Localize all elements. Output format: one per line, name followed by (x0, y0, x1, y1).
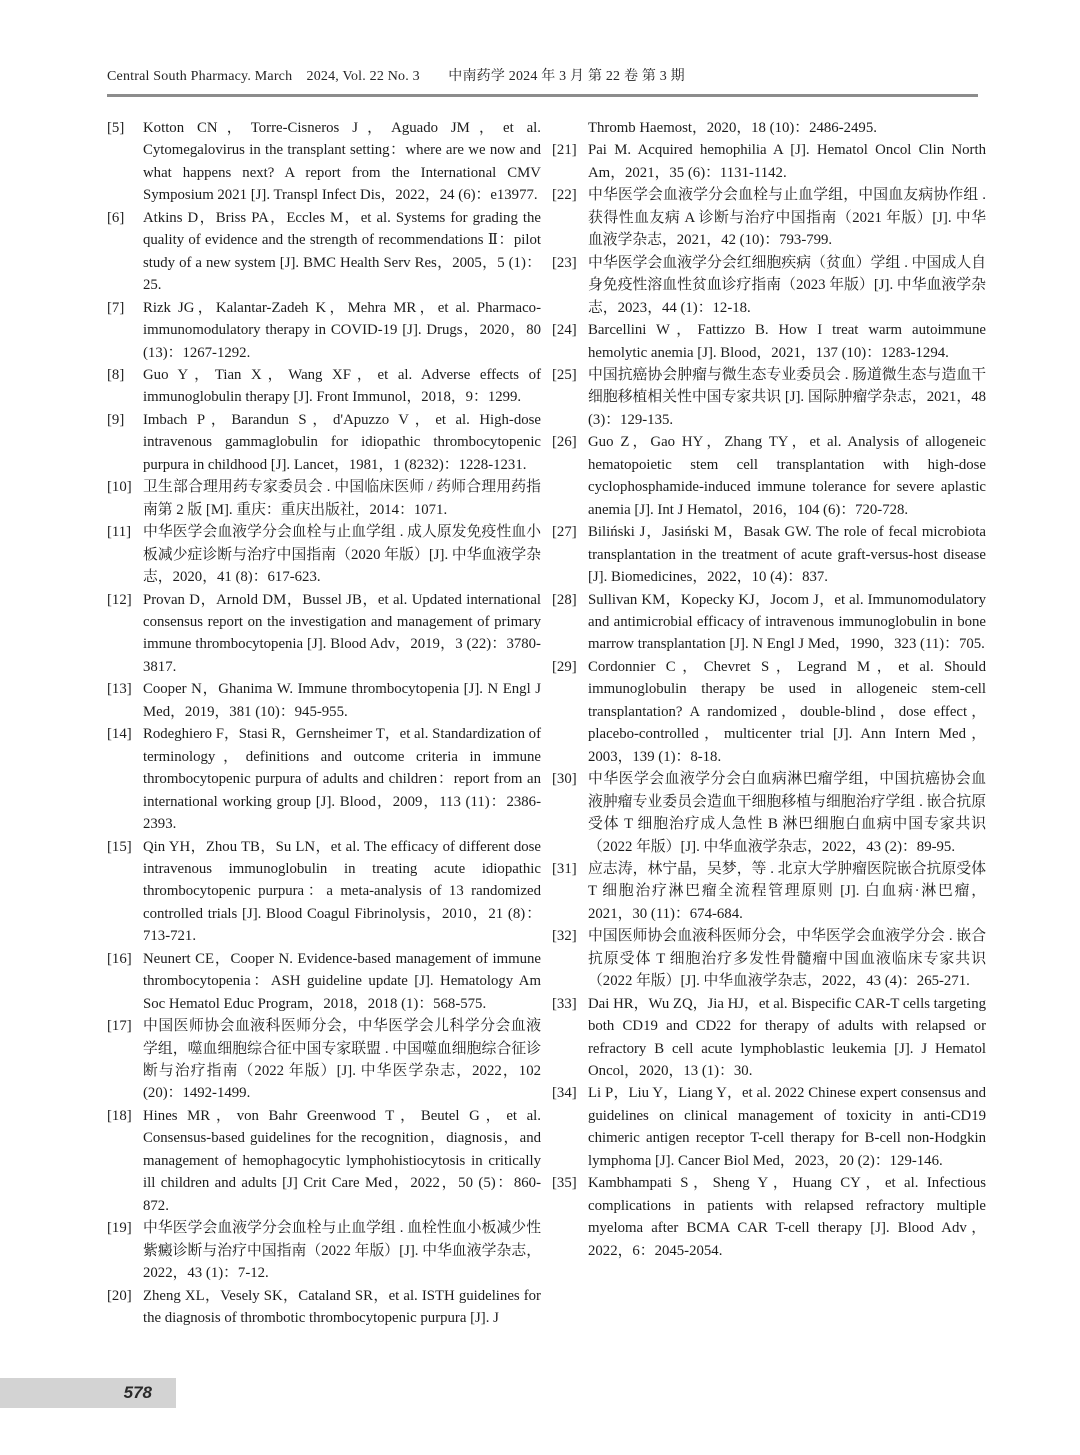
reference-text: 中国医师协会血液科医师分会，中华医学会儿科学分会血液学组，噬血细胞综合征中国专家联盟 . 中国噬血细胞综合征诊断与治疗指南（2022 年版）[J]. 中华医学杂志，2022，102 (20)：1492-1499. (143, 1018, 541, 1102)
reference-text: 中华医学会血液学分会血栓与止血学组，中国血友病协作组 . 获得性血友病 A 诊断与治疗中国指南（2021 年版）[J]. 中华血液学杂志，2021，42 (10)：793-799. (588, 187, 986, 249)
reference-item (552, 858, 986, 925)
reference-text: Li P，Liu Y，Liang Y，et al. 2022 Chinese expert consensus and guidelines on clinical management of toxicity in anti-CD19 chimeric antigen receptor T-cell therapy for B-cell non-Hodgkin lymphoma [J]. Cancer Biol Med，2023，20 (2)：129-146. (588, 1085, 986, 1169)
reference-text: Cordonnier C，Chevret S，Legrand M，et al. Should immunoglobulin therapy be used in allogeneic stem-cell transplantation? A randomized，double-blind，dose effect，placebo-controlled，multicenter trial [J]. Ann Intern Med，2003，139 (1)：8-18. (588, 658, 986, 765)
reference-text: Kambhampati S，Sheng Y，Huang CY，et al. Infectious complications in patients with relapsed refractory multiple myeloma after BCMA CAR T-cell therapy [J]. Blood Adv，2022，6：2045-2054. (588, 1175, 986, 1259)
reference-item (107, 723, 541, 835)
reference-number: [9] (107, 411, 125, 428)
reference-text: 中国抗癌协会肿瘤与微生态专业委员会 . 肠道微生态与造血干细胞移植相关性中国专家共识 [J]. 国际肿瘤学杂志，2021，48 (3)：129-135. (588, 366, 986, 428)
reference-text: 中华医学会血液学分会血栓与止血学组 . 成人原发免疫性血小板减少症诊断与治疗中国指南（2020 年版）[J]. 中华血液学杂志，2020，41 (8)：617-623. (143, 524, 541, 586)
reference-item (107, 364, 541, 409)
reference-number: [34] (552, 1085, 577, 1102)
reference-number: [22] (552, 187, 577, 204)
reference-text: Hines MR，von Bahr Greenwood T，Beutel G，et al. Consensus-based guidelines for the recognition，diagnosis，and management of hemophagocytic lymphohistiocytosis in critically ill children and adults [J] Crit Care Med，2022，50 (5)：860-872. (143, 1107, 541, 1214)
reference-text: 中国医师协会血液科医师分会，中华医学会血液学分会 . 嵌合抗原受体 T 细胞治疗多发性骨髓瘤中国血液临床专家共识（2022 年版）[J]. 中华血液学杂志，2022，43 (4)：265-271. (588, 928, 986, 990)
reference-item (107, 476, 541, 521)
reference-text: Rizk JG，Kalantar-Zadeh K，Mehra MR，et al. Pharmaco-immunomodulatory therapy in COVID-19 [J]. Drugs，2020，80 (13)：1267-1292. (143, 299, 541, 361)
reference-number: [25] (552, 366, 577, 383)
reference-number: [10] (107, 479, 132, 496)
reference-item (552, 364, 986, 431)
page-number-box (0, 1378, 176, 1408)
reference-text: Dai HR，Wu ZQ，Jia HJ，et al. Bispecific CAR-T cells targeting both CD19 and CD22 for therapy of adults with relapsed or refractory B cell acute lymphoblastic leukemia [J]. J Hematol Oncol，2020，13 (1)：30. (588, 995, 986, 1080)
reference-text: Kotton CN，Torre-Cisneros J，Aguado JM，et al. Cytomegalovirus in the transplant setting：where are we now and what happens next? A report from the International CMV Symposium 2021 [J]. Transpl Infect Dis，2022，24 (6)：e13977. (143, 120, 541, 204)
reference-item (107, 297, 541, 364)
reference-number: [15] (107, 838, 132, 855)
reference-text: Barcellini W，Fattizzo B. How I treat warm autoimmune hemolytic anemia [J]. Blood，2021，137 (10)：1283-1294. (588, 322, 986, 361)
header-divider (107, 94, 978, 97)
reference-item (552, 521, 986, 588)
reference-item (552, 768, 986, 858)
reference-text: Guo Y，Tian X，Wang XF，et al. Adverse effects of immunoglobulin therapy [J]. Front Immunol，2018，9：1299. (143, 366, 541, 406)
reference-number: [19] (107, 1220, 132, 1237)
reference-item (107, 1105, 541, 1217)
reference-text: Provan D，Arnold DM，Bussel JB，et al. Updated international consensus report on the investigation and management of primary immune thrombocytopenia [J]. Blood Adv，2019，3 (22)：3780-3817. (143, 591, 541, 675)
reference-text: 中华医学会血液学分会红细胞疾病（贫血）学组 . 中国成人自身免疫性溶血性贫血诊疗指南（2023 年版）[J]. 中华血液学杂志，2023，44 (1)：12-18. (588, 254, 986, 316)
reference-number: [11] (107, 524, 132, 541)
reference-item (552, 993, 986, 1083)
reference-number: [17] (107, 1018, 132, 1035)
reference-number: [24] (552, 322, 577, 339)
reference-text: Sullivan KM，Kopecky KJ，Jocom J，et al. Immunomodulatory and antimicrobial efficacy of intravenous immunoglobulin in bone marrow transplantation [J]. N Engl J Med，1990，323 (11)：705. (588, 591, 986, 653)
reference-item (552, 1082, 986, 1172)
reference-number: [31] (552, 860, 577, 877)
reference-text: Cooper N，Ghanima W. Immune thrombocytopenia [J]. N Engl J Med，2019，381 (10)：945-955. (143, 681, 541, 720)
reference-text: Rodeghiero F，Stasi R，Gernsheimer T，et al. Standardization of terminology，definitions and outcome criteria in immune thrombocytopenic purpura of adults and children：report from an international working group [J]. Blood，2009，113 (11)：2386-2393. (143, 726, 541, 833)
reference-number: [5] (107, 120, 125, 136)
reference-item (107, 207, 541, 297)
reference-item (552, 589, 986, 656)
reference-text: Thromb Haemost，2020，18 (10)：2486-2495. (588, 120, 877, 136)
reference-item (107, 1015, 541, 1105)
reference-number: [12] (107, 591, 132, 608)
journal-header: Central South Pharmacy. March 2024, Vol. 22 No. 3 中南药学 2024 年 3 月 第 22 卷 第 3 期 (107, 69, 685, 84)
reference-item (107, 678, 541, 723)
reference-text: Imbach P，Barandun S，d'Apuzzo V，et al. High-dose intravenous gammaglobulin for idiopathic thrombocytopenic purpura in childhood [J]. Lancet，1981，1 (8232)：1228-1231. (143, 411, 541, 473)
reference-item (107, 1217, 541, 1284)
reference-number: [21] (552, 142, 577, 159)
reference-item (107, 1285, 541, 1330)
reference-item (107, 836, 541, 948)
reference-number: [30] (552, 771, 577, 788)
reference-text: Zheng XL，Vesely SK，Cataland SR，et al. ISTH guidelines for the diagnosis of thrombotic thrombocytopenic purpura [J]. J (143, 1287, 541, 1327)
reference-number: [18] (107, 1107, 132, 1124)
reference-number: [27] (552, 524, 577, 541)
reference-number: [28] (552, 591, 577, 608)
reference-number: [6] (107, 209, 125, 226)
reference-item (552, 925, 986, 992)
reference-text: 中华医学会血液学分会血栓与止血学组 . 血栓性血小板减少性紫癜诊断与治疗中国指南（2022 年版）[J]. 中华血液学杂志，2022，43 (1)：7-12. (143, 1220, 541, 1282)
reference-text: Qin YH，Zhou TB，Su LN，et al. The efficacy of different dose intravenous immunoglobulin in treating acute idiopathic thrombocytopenic purpura：a meta-analysis of 13 randomized controlled trials [J]. Blood Coagul Fibrinolysis，2010，21 (8)：713-721. (143, 838, 541, 945)
reference-text: Guo Z，Gao HY，Zhang TY，et al. Analysis of allogeneic hematopoietic stem cell transplantation with high-dose cyclophosphamide-induced immune tolerance for severe aplastic anemia [J]. Int J Hematol，2016，104 (6)：720-728. (588, 434, 986, 518)
reference-number: [26] (552, 434, 577, 451)
reference-text: 应志涛，林宁晶，吴梦，等 . 北京大学肿瘤医院嵌合抗原受体 T 细胞治疗淋巴瘤全流程管理原则 [J]. 白血病·淋巴瘤，2021，30 (11)：674-684. (588, 860, 986, 922)
reference-text: 卫生部合理用药专家委员会 . 中国临床医师 / 药师合理用药指南第 2 版 [M]. 重庆：重庆出版社，2014：1071. (143, 479, 541, 518)
reference-number: [13] (107, 681, 132, 698)
reference-item (552, 319, 986, 364)
page-number: 578 (123, 1383, 152, 1402)
reference-text: Pai M. Acquired hemophilia A [J]. Hematol Oncol Clin North Am，2021，35 (6)：1131-1142. (588, 142, 986, 181)
reference-number: [33] (552, 995, 577, 1012)
reference-item (552, 656, 986, 768)
reference-number: [35] (552, 1175, 577, 1192)
reference-number: [32] (552, 928, 577, 945)
reference-number: [20] (107, 1287, 132, 1304)
reference-text: Neunert CE，Cooper N. Evidence-based management of immune thrombocytopenia：ASH guideline update [J]. Hematology Am Soc Hematol Educ Program，2018，2018 (1)：568-575. (143, 950, 541, 1012)
reference-number: [14] (107, 726, 132, 743)
reference-item (107, 521, 541, 588)
reference-number: [8] (107, 366, 125, 383)
reference-text: 中华医学会血液学分会白血病淋巴瘤学组，中国抗癌协会血液肿瘤专业委员会造血干细胞移植与细胞治疗学组 . 嵌合抗原受体 T 细胞治疗成人急性 B 淋巴细胞白血病中国专家共识（2022 年版）[J]. 中华血液学杂志，2022，43 (2)：89-95. (588, 771, 986, 855)
reference-item (107, 117, 541, 207)
reference-number: [7] (107, 299, 125, 316)
reference-item (552, 431, 986, 521)
reference-text: Biliński J，Jasiński M，Basak GW. The role of fecal microbiota transplantation in the treatment of acute graft-versus-host disease [J]. Biomedicines，2022，10 (4)：837. (588, 524, 986, 586)
reference-item (552, 117, 986, 139)
reference-item (552, 139, 986, 184)
reference-item (552, 1172, 986, 1262)
reference-item (107, 948, 541, 1015)
reference-item (552, 252, 986, 319)
reference-text: Atkins D，Briss PA，Eccles M，et al. Systems for grading the quality of evidence and the strength of recommendations Ⅱ：pilot study of a new system [J]. BMC Health Serv Res，2005，5 (1)：25. (143, 209, 541, 294)
reference-item (107, 409, 541, 476)
reference-number: [23] (552, 254, 577, 271)
reference-number: [16] (107, 950, 132, 967)
reference-list-left-column (107, 117, 541, 1329)
reference-number: [29] (552, 658, 577, 675)
reference-item (107, 589, 541, 679)
reference-item (552, 184, 986, 251)
reference-list-right-column (552, 117, 986, 1262)
